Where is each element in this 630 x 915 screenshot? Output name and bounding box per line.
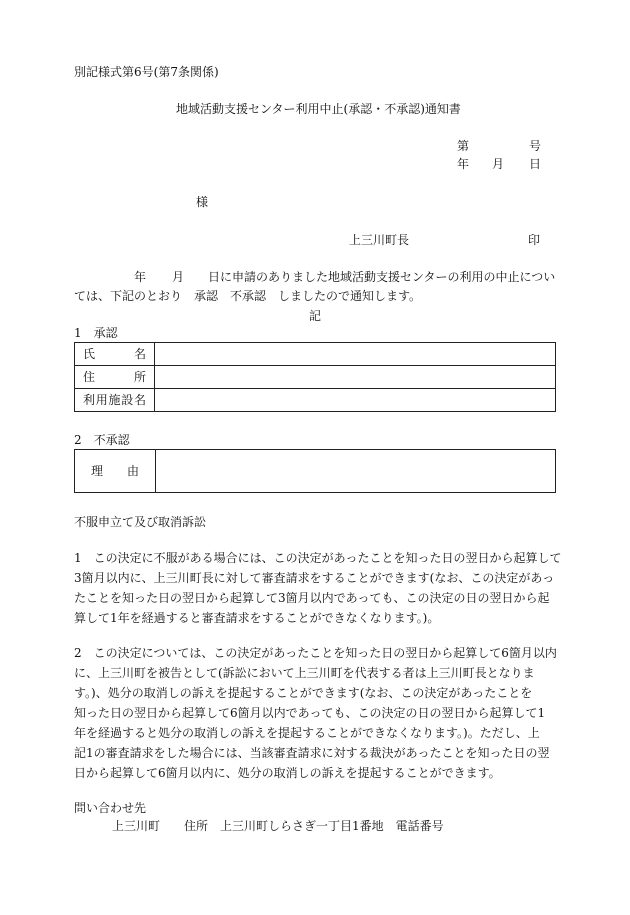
address-value[interactable] xyxy=(155,366,556,389)
date-month: 月 xyxy=(492,157,505,171)
appeal-para2-line: 日から起算して6箇月以内に、処分の取消しの訴えを提起することができます。 xyxy=(74,766,501,780)
doc-number-prefix: 第 xyxy=(457,139,470,153)
appeal-para1-line: 1 この決定に不服がある場合には、この決定があったことを知った日の翌日から起算して xyxy=(74,551,562,565)
appeal-para2-line: 2 この決定については、この決定があったことを知った日の翌日から起算して6箇月以内 xyxy=(74,646,557,660)
reason-value[interactable] xyxy=(156,450,556,493)
appeal-para1-line: 3箇月以内に、上三川町長に対して審査請求をすることができます(なお、この決定があっ xyxy=(74,571,555,585)
issuer-name: 上三川町長 xyxy=(349,233,410,247)
contact-heading: 問い合わせ先 xyxy=(74,801,147,815)
table-row xyxy=(75,389,556,412)
date-year: 年 xyxy=(457,157,470,171)
body-line1: 日に申請のありました地域活動支援センターの利用の中止につい xyxy=(208,270,556,284)
denial-heading: 2 不承認 xyxy=(74,433,130,447)
contact-line: 上三川町 住所 上三川町しらさぎ一丁目1番地 電話番号 xyxy=(112,819,444,833)
facility-value[interactable] xyxy=(155,389,556,412)
appeal-para1-line: 算して1年を経過すると審査請求をすることができなくなります。)。 xyxy=(74,611,440,625)
name-value[interactable] xyxy=(155,343,556,366)
body-year: 年 xyxy=(134,270,147,284)
seal-mark: 印 xyxy=(528,233,541,247)
form-number: 別記様式第6号(第7条関係) xyxy=(74,65,219,79)
table-row xyxy=(75,450,556,493)
addressee-honorific: 様 xyxy=(196,195,209,209)
date-day: 日 xyxy=(529,157,542,171)
address-label: 住所 xyxy=(75,366,155,389)
denial-table xyxy=(74,449,556,493)
appeal-para2-line: に、上三川町を被告として(訴訟において上三川町を代表する者は上三川町長となりま xyxy=(74,666,535,680)
approval-table xyxy=(74,342,556,412)
document-title: 地域活動支援センター利用中止(承認・不承認)通知書 xyxy=(176,102,461,116)
reason-label: 理 由 xyxy=(75,450,156,493)
appeal-para2-line: す。)、処分の取消しの訴えを提起することができます(なお、この決定があったことを xyxy=(74,686,533,700)
ki-marker: 記 xyxy=(309,309,322,323)
name-label: 氏名 xyxy=(75,343,155,366)
table-row xyxy=(75,366,556,389)
appeal-para2-line: 記1の審査請求をした場合には、当該審査請求に対する裁決があったことを知った日の翌 xyxy=(74,746,550,760)
appeal-para1-line: たことを知った日の翌日から起算して3箇月以内であっても、この決定の日の翌日から起 xyxy=(74,591,550,605)
appeal-para2-line: 知った日の翌日から起算して6箇月以内であっても、この決定の日の翌日から起算して1 xyxy=(74,706,546,720)
approval-heading: 1 承認 xyxy=(74,326,118,340)
doc-number-suffix: 号 xyxy=(529,139,542,153)
table-row xyxy=(75,343,556,366)
body-line2: ては、下記のとおり 承認 不承認 しましたので通知します。 xyxy=(74,289,422,303)
facility-label: 利用施設名 xyxy=(75,389,155,412)
appeal-para2-line: 年を経過すると処分の取消しの訴えを提起することができなくなります。)。ただし、上 xyxy=(74,726,540,740)
body-month: 月 xyxy=(172,270,185,284)
appeal-heading: 不服申立て及び取消訴訟 xyxy=(74,515,207,529)
